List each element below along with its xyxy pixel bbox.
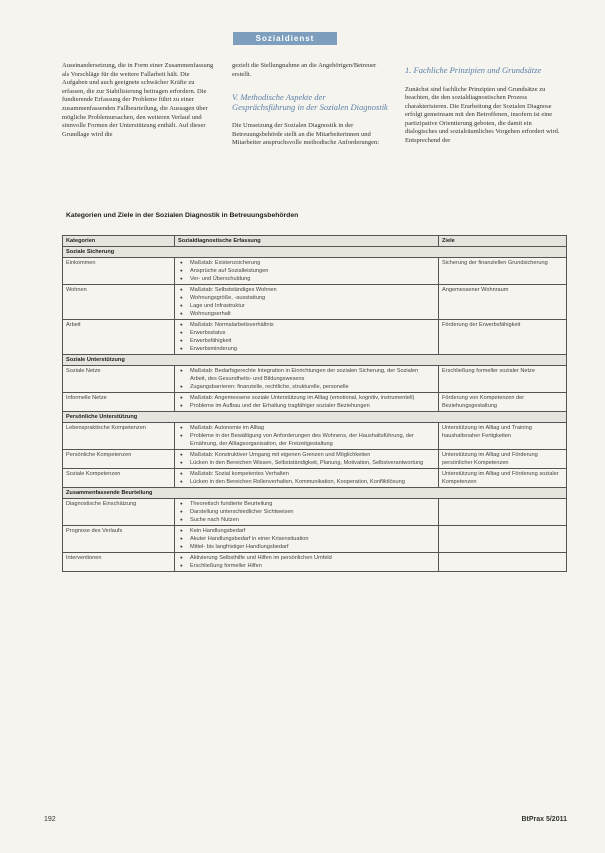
assessment-item: ● Maßstab: Normalarbeitsverhältnis xyxy=(178,321,435,329)
assessment-cell xyxy=(175,450,439,469)
goal-cell xyxy=(439,526,567,553)
section-label: Soziale Sicherung xyxy=(63,247,567,258)
goal-cell: Förderung der Erwerbsfähigkeit xyxy=(439,320,567,355)
table-row xyxy=(63,366,567,393)
section-heading-v: V. Methodische Aspekte der Gesprächsführung in der Sozialen Diagnostik xyxy=(232,92,388,112)
text-column-2 xyxy=(232,62,390,148)
assessment-cell xyxy=(175,469,439,488)
category-cell: Lebenspraktische Kompetenzen xyxy=(63,423,175,450)
text-column-1 xyxy=(62,62,216,139)
assessment-cell xyxy=(175,526,439,553)
assessment-item: ● Darstellung unterschiedlicher Sichtweisen xyxy=(178,508,435,516)
goal-cell xyxy=(439,499,567,526)
assessment-item: ● Maßstab: Sozial kompetentes Verhalten xyxy=(178,470,435,478)
assessment-cell xyxy=(175,499,439,526)
assessment-item: ● Maßstab: Bedarfsgerechte Integration in Einrichtungen der sozialen Sicherung, der Sozialen Arbeit, des Gesundheits- und Bildungswesens xyxy=(178,367,435,383)
assessment-item: ● Suche nach Nutzen xyxy=(178,516,435,524)
assessment-item: ● Probleme im Aufbau und der Erhaltung tragfähiger sozialer Beziehungen xyxy=(178,402,435,410)
category-cell: Persönliche Kompetenzen xyxy=(63,450,175,469)
column-1-text: Auseinandersetzung, die in Form einer Zusammenfassung als Vorschläge für die weitere Fallarbeit hält. Die Aufgaben und auch geeignete schwächer Kräfte zu erfassen, die zur Stabilisierung beitragen erfordern. Die fundierende Erfassung der Probleme führt zu einer zusammenfassenden Fallbeurteilung, die Aussagen über mögliche Problemursachen, den weiteren Verlauf und sinnvolle Formen der Unterstützung enthält. Auf dieser Grundlage wird die xyxy=(62,62,214,138)
assessment-item: ● Wohnungserhalt xyxy=(178,310,435,318)
assessment-item: ● Mittel- bis langfristiger Handlungsbedarf xyxy=(178,543,435,551)
table-section-row xyxy=(63,355,567,366)
assessment-list xyxy=(178,321,435,353)
table-section-row xyxy=(63,412,567,423)
table-header-row xyxy=(63,236,567,247)
assessment-list xyxy=(178,286,435,318)
section-label: Soziale Unterstützung xyxy=(63,355,567,366)
table-row xyxy=(63,450,567,469)
goal-cell: Unterstützung im Alltag und Förderung sozialer Kompetenzen xyxy=(439,469,567,488)
assessment-item: ● Lücken in den Bereichen Wissen, Selbstständigkeit, Planung, Motivation, Selbstverantwortung xyxy=(178,459,435,467)
journal-issue: BtPrax 5/2011 xyxy=(521,816,567,823)
goal-cell: Sicherung der finanziellen Grundsicherung xyxy=(439,258,567,285)
column-3-body: Zunächst sind fachliche Prinzipien und Grundsätze zu beachten, die den sozialdiagnostischen Prozess charakterisieren. Die Erarbeitung der Sozialen Diagnose erfolgt gemeinsam mit den Betroffenen, insofern ist eine partizipative Orientierung geboten, die damit ein dialogisches und sozialräumliches Vorgehen erfordert wird. Entsprechend der xyxy=(405,85,560,145)
assessment-item: ● Maßstab: Konstruktiver Umgang mit eigenen Grenzen und Möglichkeiten xyxy=(178,451,435,459)
table-section-row xyxy=(63,488,567,499)
header-ziele: Ziele xyxy=(439,236,567,247)
table-row xyxy=(63,553,567,572)
assessment-item: ● Ansprüche auf Sozialleistungen xyxy=(178,267,435,275)
section-banner: Sozialdienst xyxy=(233,32,337,45)
assessment-item: ● Theoretisch fundierte Beurteilung xyxy=(178,500,435,508)
assessment-list xyxy=(178,470,435,486)
assessment-item: ● Maßstab: Selbstständiges Wohnen xyxy=(178,286,435,294)
goal-cell: Unterstützung im Alltag und Training haushaltsnaher Fertigkeiten xyxy=(439,423,567,450)
categories-table xyxy=(62,235,567,572)
header-kategorien: Kategorien xyxy=(63,236,175,247)
assessment-list xyxy=(178,500,435,524)
category-cell: Einkommen xyxy=(63,258,175,285)
goal-cell: Erschließung formeller sozialer Netze xyxy=(439,366,567,393)
category-cell: Informelle Netze xyxy=(63,393,175,412)
category-cell: Interventionen xyxy=(63,553,175,572)
header-erfassung: Sozialdiagnostische Erfassung xyxy=(175,236,439,247)
assessment-item: ● Erwerbsstatus xyxy=(178,329,435,337)
assessment-cell xyxy=(175,258,439,285)
table-row xyxy=(63,526,567,553)
assessment-list xyxy=(178,451,435,467)
text-column-3 xyxy=(405,62,563,146)
category-cell: Prognose des Verlaufs xyxy=(63,526,175,553)
assessment-item: ● Zugangsbarrieren: finanzielle, rechtliche, strukturelle, personelle xyxy=(178,383,435,391)
assessment-item: ● Erwerbsfähigkeit xyxy=(178,337,435,345)
assessment-item: ● Maßstab: Angemessene soziale Unterstützung im Alltag (emotional, kognitiv, instrumentell) xyxy=(178,394,435,402)
column-2-body: Die Umsetzung der Sozialen Diagnostik in der Betreuungsbehörde stellt an die Mitarbeiterinnen und Mitarbeiter anspruchsvolle methodische Anforderungen: xyxy=(232,122,380,147)
goal-cell xyxy=(439,553,567,572)
category-cell: Soziale Netze xyxy=(63,366,175,393)
assessment-list xyxy=(178,394,435,410)
assessment-item: ● Lage und Infrastruktur xyxy=(178,302,435,310)
assessment-item: ● Maßstab: Autonomie im Alltag xyxy=(178,424,435,432)
assessment-item: ● Erwerbsminderung xyxy=(178,345,435,353)
assessment-cell xyxy=(175,366,439,393)
section-heading-1: 1. Fachliche Prinzipien und Grundsätze xyxy=(405,65,542,75)
section-label: Zusammenfassende Beurteilung xyxy=(63,488,567,499)
assessment-item: ● Lücken in den Bereichen Rollenverhalten, Kommunikation, Kooperation, Konfliktlösung xyxy=(178,478,435,486)
assessment-list xyxy=(178,259,435,283)
category-cell: Wohnen xyxy=(63,285,175,320)
goal-cell: Förderung von Kompetenzen der Beziehungsgestaltung xyxy=(439,393,567,412)
assessment-list xyxy=(178,527,435,551)
assessment-cell xyxy=(175,285,439,320)
assessment-item: ● Maßstab: Existenzsicherung xyxy=(178,259,435,267)
assessment-cell xyxy=(175,553,439,572)
table-row xyxy=(63,258,567,285)
goal-cell: Unterstützung im Alltag und Förderung persönlicher Kompetenzen xyxy=(439,450,567,469)
page-number: 192 xyxy=(44,816,56,823)
category-cell: Soziale Kompetenzen xyxy=(63,469,175,488)
column-2-intro: gezielt die Stellungnahme an die Angehörigen/Betreuer erstellt. xyxy=(232,62,377,78)
table-section-row xyxy=(63,247,567,258)
assessment-item: ● Wohnungsgröße, -ausstattung xyxy=(178,294,435,302)
assessment-list xyxy=(178,424,435,448)
table-row xyxy=(63,423,567,450)
category-cell: Diagnostische Einschätzung xyxy=(63,499,175,526)
assessment-item: ● Ver- und Überschuldung xyxy=(178,275,435,283)
assessment-list xyxy=(178,554,435,570)
assessment-cell xyxy=(175,423,439,450)
assessment-list xyxy=(178,367,435,391)
table-row xyxy=(63,469,567,488)
section-label: Persönliche Unterstützung xyxy=(63,412,567,423)
table-row xyxy=(63,320,567,355)
table-row xyxy=(63,393,567,412)
assessment-item: ● Akuter Handlungsbedarf in einer Krisensituation xyxy=(178,535,435,543)
table-row xyxy=(63,285,567,320)
assessment-item: ● Kein Handlungsbedarf xyxy=(178,527,435,535)
assessment-cell xyxy=(175,320,439,355)
assessment-item: ● Aktivierung Selbsthilfe und Hilfen im persönlichen Umfeld xyxy=(178,554,435,562)
goal-cell: Angemessener Wohnraum xyxy=(439,285,567,320)
table-title: Kategorien und Ziele in der Sozialen Diagnostik in Betreuungsbehörden xyxy=(66,212,299,219)
category-cell: Arbeit xyxy=(63,320,175,355)
assessment-item: ● Erschließung formeller Hilfen xyxy=(178,562,435,570)
assessment-item: ● Probleme in der Bewältigung von Anforderungen des Wohnens, der Haushaltsführung, der Ernährung, der Alltagsorganisation, der Freizeitgestaltung xyxy=(178,432,435,448)
assessment-cell xyxy=(175,393,439,412)
table-row xyxy=(63,499,567,526)
